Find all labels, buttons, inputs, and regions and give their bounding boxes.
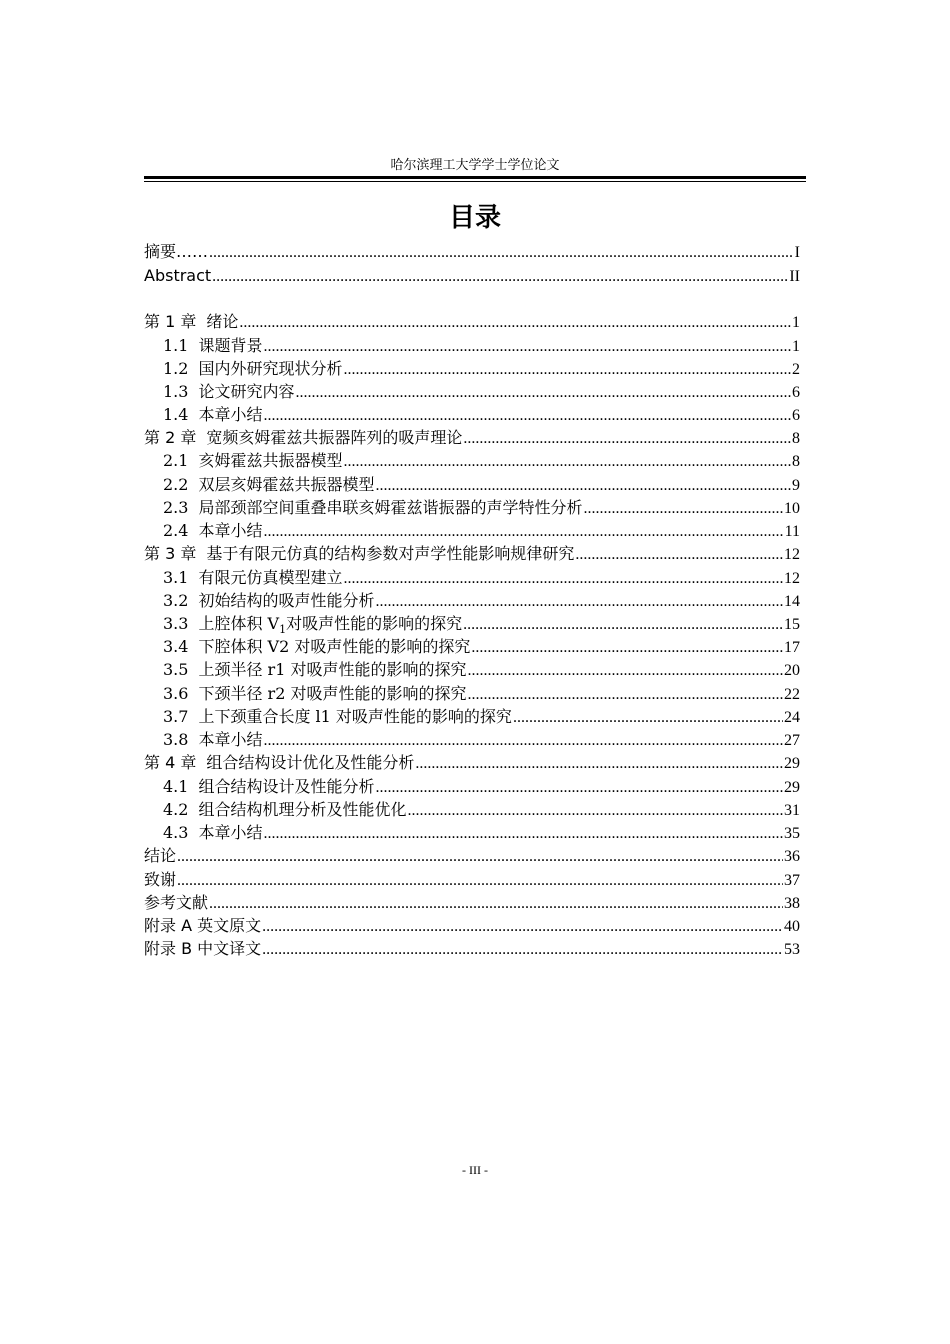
toc-dot-leader xyxy=(263,520,783,543)
toc-page-number: 17 xyxy=(784,639,800,656)
toc-dot-leader xyxy=(239,311,791,334)
toc-entry-label xyxy=(163,589,374,612)
toc-dot-leader xyxy=(209,892,783,915)
toc-entry-label xyxy=(163,473,374,496)
toc-dot-leader xyxy=(177,869,783,892)
toc-chapter-entry[interactable] xyxy=(144,914,800,937)
toc-entry-text: 组合结构设计优化及性能分析 xyxy=(206,753,415,772)
toc-entry-label xyxy=(163,380,294,403)
toc-chapter-entry[interactable] xyxy=(144,844,800,867)
toc-entry-label xyxy=(163,705,512,728)
toc-chapter-entry[interactable] xyxy=(144,937,800,960)
header-rule-thin xyxy=(144,181,806,182)
toc-section-entry[interactable] xyxy=(144,519,800,542)
toc-entry-text: 摘要…… xyxy=(144,242,209,261)
toc-dot-leader xyxy=(471,636,783,659)
toc-entry-text: 有限元仿真模型建立 xyxy=(198,568,343,587)
toc-entry-text: 上下颈重合长度 l1 对吸声性能的影响的探究 xyxy=(198,707,512,726)
toc-entry-number: 第 2 章 xyxy=(144,428,197,447)
toc-chapter-entry[interactable] xyxy=(144,240,800,263)
toc-page-number: 8 xyxy=(792,453,800,470)
page-title: 目录 xyxy=(448,203,501,233)
toc-page-number: II xyxy=(789,268,800,285)
toc-page-number: 9 xyxy=(792,477,800,494)
page-number-footer: - III - xyxy=(462,1163,488,1177)
toc-section-entry[interactable] xyxy=(144,334,800,357)
header-rule-thick xyxy=(144,176,806,179)
toc-page-number: I xyxy=(794,244,800,261)
toc-page-number: 1 xyxy=(792,338,800,355)
toc-dot-leader xyxy=(463,427,791,450)
toc-entry-label xyxy=(144,751,414,774)
toc-entry-label xyxy=(163,635,470,658)
toc-chapter-entry[interactable] xyxy=(144,542,800,565)
toc-dot-leader xyxy=(262,915,783,938)
toc-entry-text: 宽频亥姆霍兹共振器阵列的吸声理论 xyxy=(206,428,463,447)
toc-page-number: 6 xyxy=(792,384,800,401)
toc-section-entry[interactable] xyxy=(144,403,800,426)
toc-entry-label xyxy=(144,240,208,263)
toc-entry-number: 3.5 xyxy=(163,660,189,679)
toc-section-entry[interactable] xyxy=(144,589,800,612)
toc-entry-number: 3.2 xyxy=(163,591,189,610)
toc-chapter-entry[interactable] xyxy=(144,426,800,449)
toc-entry-text-continued: 对吸声性能的影响的探究 xyxy=(286,614,463,633)
toc-dot-leader xyxy=(343,567,783,590)
toc-page-number: 2 xyxy=(792,361,800,378)
toc-entry-text: 本章小结 xyxy=(198,521,263,540)
toc-entry-label xyxy=(163,496,582,519)
toc-entry-number: 3.3 xyxy=(163,614,189,633)
toc-dot-leader xyxy=(415,752,783,775)
toc-entry-text: 组合结构机理分析及性能优化 xyxy=(198,800,407,819)
toc-page-number: 8 xyxy=(792,430,800,447)
toc-page-number: 1 xyxy=(792,314,800,331)
toc-section-entry[interactable] xyxy=(144,658,800,681)
toc-entry-number: 第 4 章 xyxy=(144,753,197,772)
toc-dot-leader xyxy=(262,938,783,961)
toc-entry-text: 本章小结 xyxy=(198,823,263,842)
toc-dot-leader xyxy=(343,358,791,381)
toc-entry-label xyxy=(163,775,374,798)
toc-page-number: 36 xyxy=(784,848,800,865)
toc-entry-label xyxy=(144,914,261,937)
toc-entry-number: 1.3 xyxy=(163,382,189,401)
toc-section-entry[interactable] xyxy=(144,449,800,472)
toc-chapter-entry[interactable] xyxy=(144,891,800,914)
toc-section-entry[interactable] xyxy=(144,380,800,403)
toc-entry-text: 局部颈部空间重叠串联亥姆霍兹谐振器的声学特性分析 xyxy=(198,498,583,517)
toc-entry-label xyxy=(163,519,262,542)
toc-entry-text: Abstract xyxy=(144,266,212,285)
toc-entry-label xyxy=(163,449,342,472)
toc-page-number: 40 xyxy=(784,918,800,935)
toc-dot-leader xyxy=(375,590,783,613)
toc-page-number: 10 xyxy=(784,500,800,517)
toc-section-entry[interactable] xyxy=(144,821,800,844)
toc-entry-number: 2.2 xyxy=(163,475,189,494)
toc-dot-leader xyxy=(212,265,788,288)
toc-entry-label xyxy=(163,821,262,844)
toc-entry-label xyxy=(144,937,261,960)
toc-page-number: 14 xyxy=(784,593,800,610)
toc-entry-text: 下颈半径 r2 对吸声性能的影响的探究 xyxy=(198,684,467,703)
toc-entry-label xyxy=(163,566,342,589)
toc-entry-text: 绪论 xyxy=(206,312,239,331)
toc-entry-text: 结论 xyxy=(144,846,177,865)
toc-entry-label xyxy=(144,891,208,914)
toc-chapter-entry[interactable] xyxy=(144,310,800,333)
toc-chapter-entry[interactable] xyxy=(144,264,800,287)
toc-section-entry[interactable] xyxy=(144,357,800,380)
toc-entry-text: 上腔体积 V xyxy=(198,614,280,633)
toc-entry-label xyxy=(163,403,262,426)
toc-section-entry[interactable] xyxy=(144,496,800,519)
toc-page-number: 6 xyxy=(792,407,800,424)
toc-entry-text: 本章小结 xyxy=(198,405,263,424)
toc-entry-text: 双层亥姆霍兹共振器模型 xyxy=(198,475,375,494)
toc-dot-leader xyxy=(463,613,783,636)
toc-entry-text: 组合结构设计及性能分析 xyxy=(198,777,375,796)
toc-section-entry[interactable] xyxy=(144,635,800,658)
toc-dot-leader xyxy=(407,799,783,822)
toc-dot-leader xyxy=(375,474,791,497)
toc-dot-leader xyxy=(295,381,791,404)
toc-entry-label xyxy=(144,264,211,287)
toc-section-entry[interactable] xyxy=(144,705,800,728)
toc-entry-label xyxy=(144,844,176,867)
toc-page-number: 31 xyxy=(784,802,800,819)
toc-dot-leader xyxy=(263,335,791,358)
toc-entry-label xyxy=(163,682,466,705)
toc-page-number: 15 xyxy=(784,616,800,633)
toc-page-number: 20 xyxy=(784,662,800,679)
toc-entry-number: 3.8 xyxy=(163,730,189,749)
toc-page-number: 22 xyxy=(784,686,800,703)
toc-entry-number: 1.4 xyxy=(163,405,189,424)
running-header: 哈尔滨理工大学学士学位论文 xyxy=(390,158,560,173)
toc-chapter-entry[interactable] xyxy=(144,751,800,774)
toc-entry-label xyxy=(144,542,574,565)
toc-entry-label xyxy=(144,868,176,891)
toc-entry-number: 2.4 xyxy=(163,521,189,540)
toc-entry-subscript: 1 xyxy=(279,623,287,637)
toc-section-entry[interactable] xyxy=(144,728,800,751)
toc-section-entry[interactable] xyxy=(144,473,800,496)
toc-page-number: 12 xyxy=(784,570,800,587)
toc-entry-number: 2.1 xyxy=(163,451,189,470)
toc-entry-text: 论文研究内容 xyxy=(198,382,295,401)
toc-entry-label xyxy=(163,728,262,751)
toc-entry-text: 参考文献 xyxy=(144,893,209,912)
toc-entry-label xyxy=(163,658,466,681)
toc-entry-number: 4.3 xyxy=(163,823,189,842)
toc-dot-leader xyxy=(177,845,783,868)
toc-section-entry[interactable] xyxy=(144,775,800,798)
toc-section-entry[interactable] xyxy=(144,612,800,635)
toc-entry-label xyxy=(144,310,238,333)
toc-entry-number: 3.7 xyxy=(163,707,189,726)
toc-entry-text: 本章小结 xyxy=(198,730,263,749)
toc-dot-leader xyxy=(583,497,783,520)
toc-entry-label xyxy=(144,426,462,449)
toc-dot-leader xyxy=(263,822,783,845)
toc-chapter-entry[interactable] xyxy=(144,868,800,891)
toc-dot-leader xyxy=(575,543,783,566)
toc-dot-leader xyxy=(513,706,783,729)
toc-page-number: 27 xyxy=(784,732,800,749)
toc-entry-number: 第 1 章 xyxy=(144,312,197,331)
toc-dot-leader xyxy=(375,776,783,799)
toc-entry-number: 3.6 xyxy=(163,684,189,703)
toc-page-number: 37 xyxy=(784,872,800,889)
toc-page-number: 29 xyxy=(784,755,800,772)
toc-entry-number: 1.1 xyxy=(163,336,189,355)
toc-page-number: 24 xyxy=(784,709,800,726)
toc-dot-leader xyxy=(343,450,791,473)
toc-section-entry[interactable] xyxy=(144,798,800,821)
toc-entry-text: 附录 B 中文译文 xyxy=(144,939,262,958)
toc-entry-text: 上颈半径 r1 对吸声性能的影响的探究 xyxy=(198,660,467,679)
toc-entry-label xyxy=(163,334,262,357)
toc-page-number: 35 xyxy=(784,825,800,842)
toc-section-entry[interactable] xyxy=(144,566,800,589)
toc-page-number: 38 xyxy=(784,895,800,912)
toc-entry-text: 附录 A 英文原文 xyxy=(144,916,262,935)
toc-entry-number: 4.2 xyxy=(163,800,189,819)
toc-entry-text: 亥姆霍兹共振器模型 xyxy=(198,451,343,470)
toc-entry-number: 3.1 xyxy=(163,568,189,587)
toc-entry-number: 2.3 xyxy=(163,498,189,517)
toc-entry-text: 基于有限元仿真的结构参数对声学性能影响规律研究 xyxy=(206,544,575,563)
toc-page-number: 11 xyxy=(784,523,800,540)
toc-dot-leader xyxy=(263,729,783,752)
toc-entry-number: 3.4 xyxy=(163,637,189,656)
toc-page-number: 29 xyxy=(784,779,800,796)
toc-entry-number: 4.1 xyxy=(163,777,189,796)
toc-entry-label xyxy=(163,357,342,380)
toc-page-number: 53 xyxy=(784,941,800,958)
toc-entry-number: 1.2 xyxy=(163,359,189,378)
toc-entry-text: 致谢 xyxy=(144,870,177,889)
toc-entry-text: 下腔体积 V2 对吸声性能的影响的探究 xyxy=(198,637,471,656)
toc-page-number: 12 xyxy=(784,546,800,563)
toc-dot-leader xyxy=(263,404,791,427)
toc-entry-text: 国内外研究现状分析 xyxy=(198,359,343,378)
toc-entry-text: 课题背景 xyxy=(198,336,263,355)
toc-entry-number: 第 3 章 xyxy=(144,544,197,563)
toc-entry-text: 初始结构的吸声性能分析 xyxy=(198,591,375,610)
toc-section-entry[interactable] xyxy=(144,682,800,705)
toc-dot-leader xyxy=(209,241,794,264)
toc-dot-leader xyxy=(467,683,783,706)
toc-entry-label xyxy=(163,798,406,821)
toc-dot-leader xyxy=(467,659,783,682)
